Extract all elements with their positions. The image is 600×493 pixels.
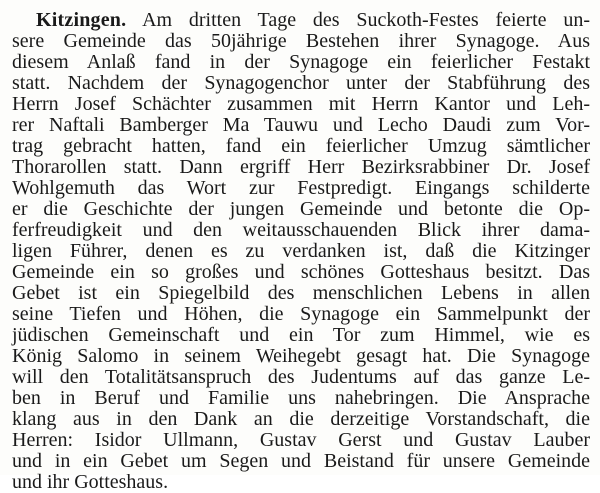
article-line-12: ligen Führer, denen es zu verdanken ist, daß die Kitzinger	[12, 240, 590, 262]
article-line-6: rer Naftali Bamberger Ma Tauwu und Lecho Daudi zum Vor-	[12, 114, 590, 136]
article-title: Kitzingen.	[36, 9, 127, 31]
article-line-5: Herrn Josef Schächter zusammen mit Herrn Kantor und Leh-	[12, 93, 590, 115]
article-line-3: diesem Anlaß fand in der Synagoge ein feierlicher Festakt	[12, 51, 591, 73]
article-line-15: seine Tiefen und Höhen, die Synagoge ein Sammelpunkt der	[12, 303, 591, 325]
article-line-8: Thorarollen statt. Dann ergriff Herr Bezirksrabbiner Dr. Josef	[12, 156, 591, 178]
article-line-23: und ihr Gotteshaus.	[12, 471, 169, 493]
article-line-21: Herren: Isidor Ullmann, Gustav Gerst und Gustav Lauber	[12, 429, 590, 451]
article-line-7: trag gebracht hatten, fand ein feierlicher Umzug sämtlicher	[12, 135, 590, 157]
article-line-20: klang aus in den Dank an die derzeitige Vorstandschaft, die	[12, 408, 590, 430]
article-line-14: Gebet ist ein Spiegelbild des menschlichen Lebens in allen	[12, 282, 590, 304]
article-line-1	[36, 10, 590, 31]
article-line-22: und in ein Gebet um Segen und Beistand für unsere Gemeinde	[12, 450, 591, 472]
article-line-13: Gemeinde ein so großes und schönes Gotteshaus besitzt. Das	[12, 261, 591, 283]
article-line-9: Wohlgemuth das Wort zur Festpredigt. Eingangs schilderte	[12, 177, 590, 199]
article-line-4: statt. Nachdem der Synagogenchor unter der Stabführung des	[12, 72, 590, 94]
article-line-2: sere Gemeinde das 50jährige Bestehen ihrer Synagoge. Aus	[12, 30, 590, 52]
article-line-16: jüdischen Gemeinschaft und ein Tor zum Himmel, wie es	[12, 324, 590, 346]
article-line-17: König Salomo in seinem Weihegebt gesagt hat. Die Synagoge	[12, 345, 590, 367]
article-line-18: will den Totalitätsanspruch des Judentums auf das ganze Le-	[12, 366, 590, 388]
article-line-1-text: Am dritten Tage des Suckoth-Festes feierte un-	[142, 9, 590, 31]
article-line-11: ferfreudigkeit und den weitausschauenden Blick ihrer dama-	[12, 219, 590, 241]
article-line-10: er die Geschichte der jungen Gemeinde und betonte die Op-	[12, 198, 590, 220]
article-line-19: ben in Beruf und Familie uns nahebringen. Die Ansprache	[12, 387, 590, 409]
